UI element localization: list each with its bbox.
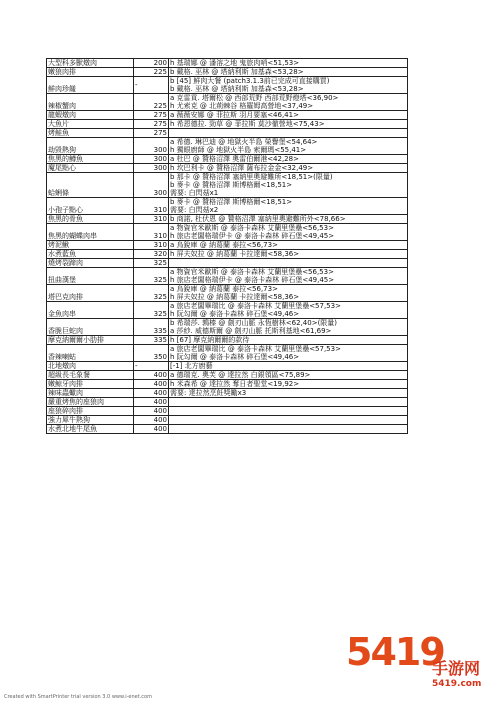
- skill-level: 275: [134, 120, 169, 129]
- recipe-source: [169, 398, 408, 407]
- source-line: h 阮勾爾 @ 泰洛卡森林 碎石堡<49,46>: [170, 353, 300, 361]
- recipe-name: 焦黑的鱒魚: [47, 155, 134, 164]
- source-line: b [45] 鮮肉大餐 (patch3.1.3前已完成可直接購買): [170, 77, 330, 85]
- recipe-source: [169, 389, 408, 398]
- recipe-name: 大魚片: [47, 120, 134, 129]
- recipe-source: [169, 380, 408, 389]
- recipe-name: 魔尾點心: [47, 164, 134, 173]
- source-line: 需要: 白閃菇x1: [170, 189, 219, 197]
- recipe-source: [169, 416, 408, 425]
- recipe-source: [169, 129, 408, 138]
- source-line: b 戴格. 巫林 @ 塔納利斯 加基森<53,28>: [170, 68, 304, 76]
- table-row: [47, 425, 408, 434]
- table-row: [47, 77, 408, 94]
- source-line: b 麥卡 @ 贊格沼澤 斯博格爾<18,51>: [170, 181, 293, 189]
- recipe-source: [169, 268, 408, 285]
- table-row: [47, 224, 408, 241]
- table-row: [47, 164, 408, 173]
- skill-level: 310: [134, 215, 169, 224]
- skill-level: 310: [134, 198, 169, 215]
- table-row: [47, 398, 408, 407]
- skill-level: 225: [134, 68, 169, 77]
- recipe-source: [169, 138, 408, 155]
- skill-level: 325: [134, 268, 169, 285]
- table-row: [47, 362, 408, 371]
- skill-level: 300: [134, 138, 169, 155]
- recipe-name: 水煮北地牛尾魚: [47, 425, 134, 434]
- source-line: b 那卡 @ 贊格沼澤 塞納里奧避難所<18,51>(限量): [170, 173, 333, 181]
- recipe-source: [169, 259, 408, 268]
- source-line: [170, 259, 406, 267]
- watermark-sub: 手游网: [432, 659, 481, 678]
- table-row: [47, 215, 408, 224]
- skill-level: 350: [134, 345, 169, 362]
- recipe-name: 嫩鯨牙肉排: [47, 380, 134, 389]
- table-row: [47, 389, 408, 398]
- recipe-source: [169, 371, 408, 380]
- recipe-name: 超級長毛象餐: [47, 371, 134, 380]
- source-line: b 商諾, 杜伏恩 @ 贊格沼澤 塞納里奧避難所外<78,66>: [170, 215, 346, 223]
- source-line: 需要: 達拉然烹飪獎勵x3: [170, 389, 247, 397]
- recipe-name: 辣味蟲蠍肉: [47, 389, 134, 398]
- source-line: [170, 416, 406, 424]
- table-row: [47, 371, 408, 380]
- table-row: [47, 94, 408, 111]
- recipe-source: [169, 111, 408, 120]
- recipe-name: 金魚肉串: [47, 302, 134, 319]
- recipe-name: 小孢子點心: [47, 198, 134, 215]
- recipe-table: [46, 58, 408, 434]
- recipe-source: [169, 285, 408, 302]
- footer-note: Created with SmartPrinter trial version 3.0 www.i-enet.com: [4, 694, 152, 700]
- table-row: [47, 138, 408, 155]
- source-line: h 旅店老闆格瑞伊卡 @ 泰洛卡森林 碎石堡<49,45>: [170, 276, 335, 284]
- source-line: a 克雷貢. 塔爾松 @ 西部荒野 西部荒野燈塔<36,90>: [170, 94, 339, 102]
- skill-level: 300: [134, 173, 169, 198]
- source-line: a 薇薇安娜 @ 菲拉斯 羽月要塞<46,41>: [170, 111, 299, 119]
- source-line: [170, 398, 406, 406]
- recipe-source: [169, 425, 408, 434]
- source-line: h 希恩德拉. 勁草 @ 菲拉斯 莫沙徹營地<75,43>: [170, 120, 325, 128]
- watermark-url: 5419.com: [432, 679, 482, 689]
- recipe-name: 蛤蜊條: [47, 173, 134, 198]
- recipe-source: [169, 250, 408, 259]
- source-line: a 烏銳庫 @ 納葛蘭 泰拉<56,73>: [170, 241, 278, 249]
- table-row: [47, 302, 408, 319]
- recipe-source: [169, 68, 408, 77]
- recipe-source: [169, 120, 408, 129]
- skill-level: 400: [134, 416, 169, 425]
- recipe-source: [169, 362, 408, 371]
- table-row: [47, 380, 408, 389]
- skill-level: 400: [134, 425, 169, 434]
- table-row: [47, 336, 408, 345]
- recipe-source: [169, 94, 408, 111]
- table-row: [47, 416, 408, 425]
- recipe-name: 塔巴克肉排: [47, 285, 134, 302]
- source-line: [-1] 北方廚藝: [170, 362, 213, 370]
- table-row: [47, 68, 408, 77]
- recipe-name: 香辣喇蛄: [47, 345, 134, 362]
- recipe-name: 燒烤裂蹄肉: [47, 259, 134, 268]
- source-line: [170, 425, 406, 433]
- skill-level: 325: [134, 285, 169, 302]
- source-line: h 阮勾爾 @ 泰洛卡森林 碎石堡<49,46>: [170, 310, 300, 318]
- table-row: [47, 345, 408, 362]
- skill-level: -: [134, 77, 169, 94]
- recipe-name: 烤泥鰍: [47, 241, 134, 250]
- source-line: 需要: 白閃菇x2: [170, 206, 219, 214]
- recipe-name: 嚴重烤焦的座狼肉: [47, 398, 134, 407]
- watermark-text: 5419: [346, 630, 444, 674]
- skill-level: 275: [134, 129, 169, 138]
- recipe-source: [169, 302, 408, 319]
- skill-level: 300: [134, 155, 169, 164]
- recipe-source: [169, 224, 408, 241]
- source-line: a 莎紗. 威德斯爾 @ 劍刃山脈 托斯利基地<61,69>: [170, 327, 332, 335]
- recipe-name: 龍蝦燉肉: [47, 111, 134, 120]
- recipe-name: 香脆巨蛇肉: [47, 319, 134, 336]
- table-row: [47, 241, 408, 250]
- recipe-name: 扭曲漢堡: [47, 268, 134, 285]
- source-line: a 希德. 琳巴迪 @ 地獄火半島 榮譽堡<54,64>: [170, 138, 318, 146]
- recipe-source: [169, 407, 408, 416]
- recipe-source: [169, 345, 408, 362]
- skill-level: 275: [134, 111, 169, 120]
- recipe-name: 嫩狼肉排: [47, 68, 134, 77]
- recipe-name: 強力犀牛熱狗: [47, 416, 134, 425]
- source-line: h 屏夫奴拉 @ 納葛蘭 卡拉達爾<58,36>: [170, 293, 300, 301]
- source-line: h 坎巴利卡 @ 贊格沼澤 薩布拉金金<32,49>: [170, 164, 314, 172]
- recipe-source: [169, 77, 408, 94]
- source-line: h 尤索克 @ 北荊棘谷 格羅姆高營地<37,49>: [170, 102, 314, 110]
- recipe-rows: [47, 59, 408, 434]
- source-line: b 希瑞莎. 鶉榛 @ 劍刃山脈 永恆樹林<62,40>(限量): [170, 319, 338, 327]
- table-row: [47, 250, 408, 259]
- table-row: [47, 319, 408, 336]
- table-row: [47, 259, 408, 268]
- source-line: h 屏夫奴拉 @ 納葛蘭 卡拉達爾<58,36>: [170, 250, 300, 258]
- source-line: h 旅店老闆格瑞伊卡 @ 泰洛卡森林 碎石堡<49,45>: [170, 232, 335, 240]
- source-line: a 杜巴 @ 贊格沼澤 奧雷伯爾港<42,28>: [170, 155, 299, 163]
- recipe-source: [169, 241, 408, 250]
- table-row: [47, 407, 408, 416]
- recipe-source: [169, 164, 408, 173]
- table-row: [47, 155, 408, 164]
- table-row: [47, 111, 408, 120]
- recipe-source: [169, 198, 408, 215]
- source-line: a 旅店老闆畢瑞比 @ 泰洛卡森林 艾蘭里堡壘<57,53>: [170, 345, 341, 353]
- source-line: [170, 407, 406, 415]
- table-row: [47, 285, 408, 302]
- skill-level: 400: [134, 407, 169, 416]
- recipe-source: [169, 215, 408, 224]
- source-line: a 烏銳庫 @ 納葛蘭 泰拉<56,73>: [170, 285, 278, 293]
- table-row: [47, 129, 408, 138]
- source-line: a 物資官米歐斯 @ 泰洛卡森林 艾蘭里堡壘<56,53>: [170, 224, 334, 232]
- recipe-name: 焦黑的骨魚: [47, 215, 134, 224]
- source-line: h [67] 摩克納爾爾的款待: [170, 336, 250, 344]
- skill-level: 325: [134, 302, 169, 319]
- skill-level: 400: [134, 371, 169, 380]
- recipe-source: [169, 173, 408, 198]
- source-line: b 戴格. 巫林 @ 塔納利斯 加基森<53,28>: [170, 85, 304, 93]
- table-row: [47, 198, 408, 215]
- source-line: a 德瑞克. 奧芙 @ 達拉然 白銀領區<75,89>: [170, 371, 311, 379]
- source-line: h 基瑞娜 @ 潘溶之地 鬼旅肉哨<51,53>: [170, 59, 300, 67]
- recipe-source: [169, 336, 408, 345]
- skill-level: 200: [134, 59, 169, 68]
- source-line: a 物資官米歐斯 @ 泰洛卡森林 艾蘭里堡壘<56,53>: [170, 268, 334, 276]
- table-row: [47, 120, 408, 129]
- recipe-name: 劫毀熱狗: [47, 138, 134, 155]
- recipe-name: 鮮肉珍饈: [47, 77, 134, 94]
- skill-level: 300: [134, 164, 169, 173]
- skill-level: 225: [134, 94, 169, 111]
- skill-level: 335: [134, 336, 169, 345]
- skill-level: 400: [134, 380, 169, 389]
- recipe-source: [169, 155, 408, 164]
- skill-level: 335: [134, 319, 169, 336]
- recipe-name: 焦黑的蝴蝶肉串: [47, 224, 134, 241]
- recipe-name: 摩克納爾爾小肋排: [47, 336, 134, 345]
- site-watermark-logo: [340, 624, 496, 704]
- source-line: h 米森希 @ 達拉然 奪日者聖堂<19,92>: [170, 380, 300, 388]
- source-line: b 麥卡 @ 贊格沼澤 斯博格爾<18,51>: [170, 198, 293, 206]
- recipe-name: 座狼碎肉排: [47, 407, 134, 416]
- skill-level: -: [134, 362, 169, 371]
- table-row: [47, 173, 408, 198]
- skill-level: 400: [134, 398, 169, 407]
- source-line: h 獨眼廚師 @ 地獄火半島 索爾瑪<55,41>: [170, 146, 307, 154]
- recipe-source: [169, 319, 408, 336]
- recipe-name: 烤鮭魚: [47, 129, 134, 138]
- table-row: [47, 59, 408, 68]
- table-row: [47, 268, 408, 285]
- skill-level: 325: [134, 259, 169, 268]
- source-line: a 旅店老闆畢瑞比 @ 泰洛卡森林 艾蘭里堡壘<57,53>: [170, 302, 341, 310]
- skill-level: 310: [134, 241, 169, 250]
- source-line: [170, 129, 406, 137]
- skill-level: 320: [134, 250, 169, 259]
- skill-level: 310: [134, 224, 169, 241]
- skill-level: 400: [134, 389, 169, 398]
- recipe-name: 大型科多獸燉肉: [47, 59, 134, 68]
- recipe-name: 北地燉肉: [47, 362, 134, 371]
- recipe-name: 辣椒蟹肉: [47, 94, 134, 111]
- recipe-source: [169, 59, 408, 68]
- recipe-name: 水煮藍魚: [47, 250, 134, 259]
